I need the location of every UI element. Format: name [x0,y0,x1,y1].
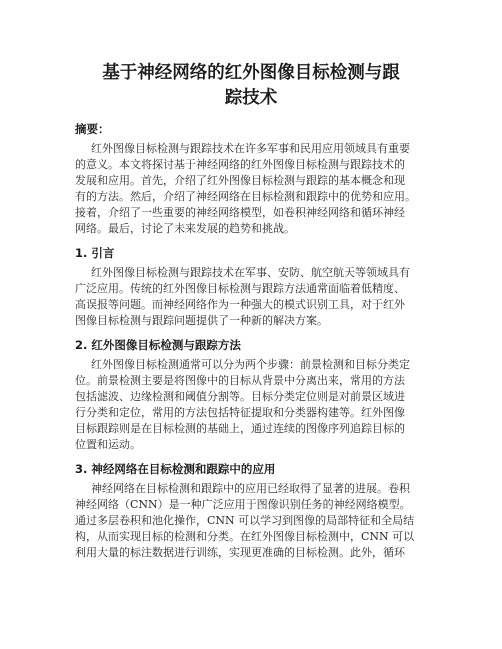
title-line: 踪技术 [224,88,278,108]
abstract-line: 接着，介绍了一些重要的神经网络模型，如卷积神经网络和循环神经 [75,206,405,219]
abstract-label: 摘要： [75,122,110,136]
section-heading: 2. 红外图像目标检测与跟踪方法 [75,338,241,352]
paragraph-line: 红外图像目标检测通常可以分为两个步骤：前景检测和目标分类定 [91,358,410,371]
abstract-line: 发展和应用。首先，介绍了红外图像目标检测与跟踪的基本概念和现 [75,174,405,187]
section-heading: 3. 神经网络在目标检测和跟踪中的应用 [75,462,276,476]
abstract-line: 的意义。本文将探讨基于神经网络的红外图像目标检测与跟踪技术的 [75,158,405,171]
paragraph-line: 利用大量的标注数据进行训练，实现更准确的目标检测。此外，循环 [75,546,405,559]
document-title [60,61,442,111]
paragraph-line: 位置和运动。 [75,438,141,451]
paragraph-line: 构，从而实现目标的检测和分类。在红外图像目标检测中，CNN 可以 [75,530,415,543]
paragraph-line: 位。前景检测主要是将图像中的目标从背景中分离出来，常用的方法 [75,374,405,387]
abstract-line: 有的方法。然后，介绍了神经网络在目标检测和跟踪中的优势和应用。 [75,190,416,203]
paragraph-line: 高误报等问题。而神经网络作为一种强大的模式识别工具，对于红外 [75,298,405,311]
paragraph-line: 神经网络在目标检测和跟踪中的应用已经取得了显著的进展。卷积 [91,482,410,495]
title-line: 基于神经网络的红外图像目标检测与跟 [102,63,400,83]
paragraph-line: 包括滤波、边缘检测和阈值分割等。目标分类定位则是对前景区域进 [75,390,405,403]
paragraph-line: 通过多层卷积和池化操作，CNN 可以学习到图像的局部特征和全局结 [75,514,415,527]
section-heading: 1. 引言 [75,246,115,260]
paragraph-line: 目标跟踪则是在目标检测的基础上，通过连续的图像序列追踪目标的 [75,422,405,435]
paragraph-line: 神经网络（CNN）是一种广泛应用于图像识别任务的神经网络模型。 [75,498,411,511]
paragraph-line: 行分类和定位，常用的方法包括特征提取和分类器构建等。红外图像 [75,406,405,419]
abstract-line: 红外图像目标检测与跟踪技术在许多军事和民用应用领域具有重要 [91,142,410,155]
paragraph-line: 红外图像目标检测与跟踪技术在军事、安防、航空航天等领域具有 [91,266,410,279]
abstract-line: 网络。最后，讨论了未来发展的趋势和挑战。 [75,222,295,235]
paragraph-line: 广泛应用。传统的红外图像目标检测与跟踪方法通常面临着低精度、 [75,282,405,295]
paragraph-line: 图像目标检测与跟踪问题提供了一种新的解决方案。 [75,314,328,327]
